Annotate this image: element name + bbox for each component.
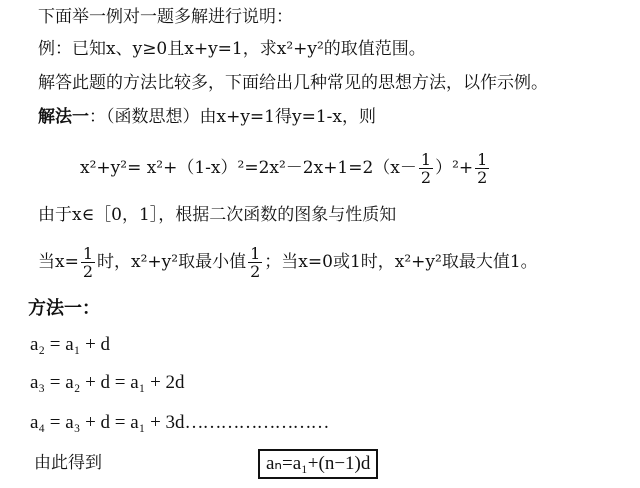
fraction-denominator: 2 [82, 262, 94, 281]
ellipsis-dots: …………………… [184, 412, 329, 433]
formula-part-b: ）²+ [435, 158, 474, 178]
method1-text: ：（函数思想）由x+y=1得y=1-x，则 [89, 107, 376, 127]
fraction-denominator: 2 [250, 262, 261, 281]
fraction-denominator: 2 [420, 168, 432, 187]
method1-heading [38, 106, 376, 128]
result-part-c: ；当x=0或1时，x²+y²取最大值1。 [264, 252, 538, 272]
domain-text: 由于x∈［0，1］，根据二次函数的图象与性质知 [38, 205, 397, 225]
equation-a2: a₂ = a₁ + d [30, 334, 111, 355]
fraction-half [419, 151, 433, 186]
equation-a3: a₃ = a₂ + d = a₁ + 2d [30, 372, 185, 393]
intro-text: 下面举一例对一题多解进行说明： [38, 7, 293, 27]
fraction-half [248, 245, 262, 280]
result-part-b: 时，x²+y²取最小值 [97, 252, 247, 272]
fraction-denominator: 2 [477, 168, 488, 187]
conclusion-text: 由此得到 [34, 453, 102, 473]
fraction-half [475, 151, 489, 186]
method1-formula [80, 148, 491, 188]
result-line [38, 242, 538, 282]
equation-a4-text: a₄ = a₃ + d = a₁ + 3d [30, 412, 185, 433]
fraction-numerator: 1 [250, 244, 261, 263]
fraction-numerator: 1 [420, 150, 432, 169]
formula-part-a: x²+y²= x²+（1-x）²=2x²－2x+1=2（x－ [80, 158, 417, 178]
fraction-numerator: 1 [82, 244, 94, 263]
result-part-a: 当x= [38, 252, 79, 272]
method-note: 解答此题的方法比较多，下面给出几种常见的思想方法，以作示例。 [38, 73, 548, 93]
example-statement: 例：已知x、y≥0且x+y=1，求x²+y²的取值范围。 [38, 39, 426, 59]
boxed-formula: aₙ=a₁+(n−1)d [258, 449, 378, 479]
equation-a4 [30, 412, 329, 434]
method2-title: 方法一： [28, 298, 100, 319]
method1-title: 解法一 [38, 107, 89, 127]
fraction-half [81, 245, 95, 280]
fraction-numerator: 1 [477, 150, 488, 169]
